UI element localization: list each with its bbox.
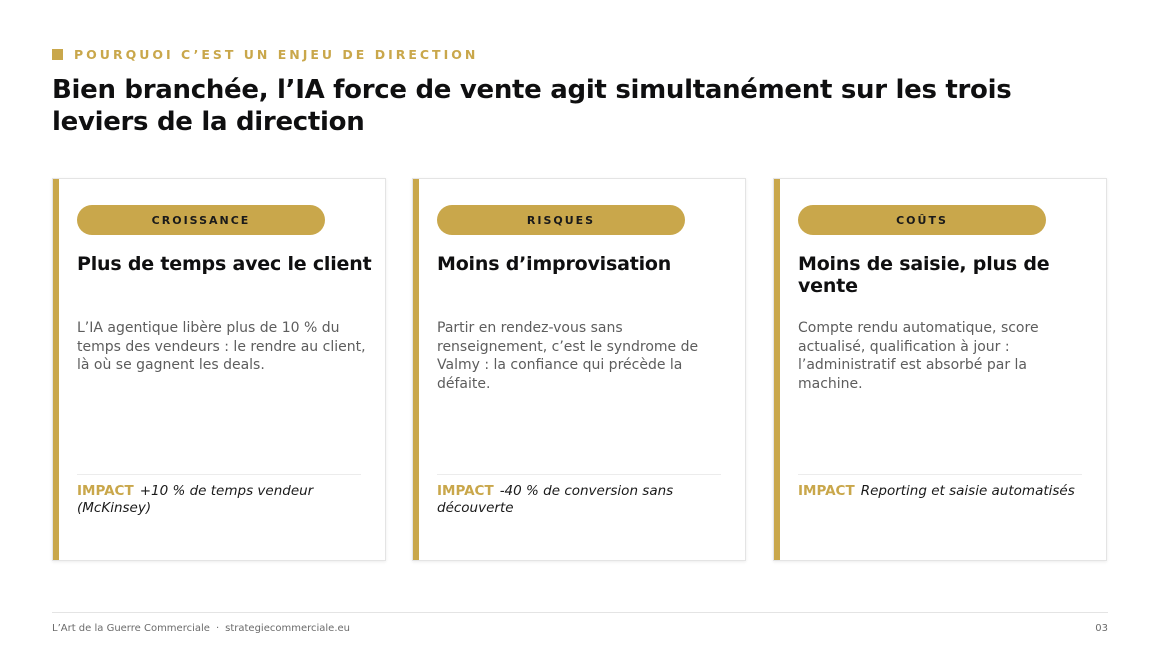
footer-site-link[interactable]: strategiecommerciale.eu [225,623,350,634]
impact-label: IMPACT [437,483,494,499]
impact-value: +10 % de temps vendeur (McKinsey) [77,483,314,516]
card-heading: Plus de temps avec le client [77,253,372,275]
card-body: Compte rendu automatique, score actualisé, qualification à jour : l’administratif est absorbé par la machine. [798,320,1039,392]
impact-value: Reporting et saisie automatisés [860,483,1075,499]
eyebrow-square-icon [52,49,63,60]
levers-cards [52,178,1108,562]
card-tag: CROISSANCE [77,205,325,235]
card-impact [437,483,723,516]
impact-value: -40 % de conversion sans découverte [437,483,674,516]
card-accent-bar [413,179,419,560]
page-number: 03 [1095,623,1108,634]
card-tag: RISQUES [437,205,685,235]
card-body: Partir en rendez-vous sans renseignement, c’est le syndrome de Valmy : la confiance qui précède la défaite. [437,320,699,392]
footer-divider [52,612,1108,613]
card-impact [77,483,363,516]
card-divider [437,474,721,475]
card-impact [798,483,1084,500]
card-divider [77,474,361,475]
page-title: Bien branchée, l’IA force de vente agit simultanément sur les trois leviers de la direction [52,75,1012,137]
card-accent-bar [53,179,59,560]
impact-label: IMPACT [77,483,134,499]
card-body: L’IA agentique libère plus de 10 % du temps des vendeurs : le rendre au client, là où se gagnent les deals. [77,320,366,373]
card-divider [798,474,1082,475]
footer-separator: · [215,623,220,634]
card-risques [412,178,746,561]
footer-credits [52,623,350,634]
card-couts [773,178,1107,561]
eyebrow [52,46,478,62]
card-accent-bar [774,179,780,560]
footer-brand: L’Art de la Guerre Commerciale [52,623,210,634]
eyebrow-text: POURQUOI C’EST UN ENJEU DE DIRECTION [74,46,479,62]
card-heading: Moins de saisie, plus de vente [798,253,1050,297]
card-croissance [52,178,386,561]
card-heading: Moins d’improvisation [437,253,672,275]
impact-label: IMPACT [798,483,855,499]
card-tag: COÛTS [798,205,1046,235]
